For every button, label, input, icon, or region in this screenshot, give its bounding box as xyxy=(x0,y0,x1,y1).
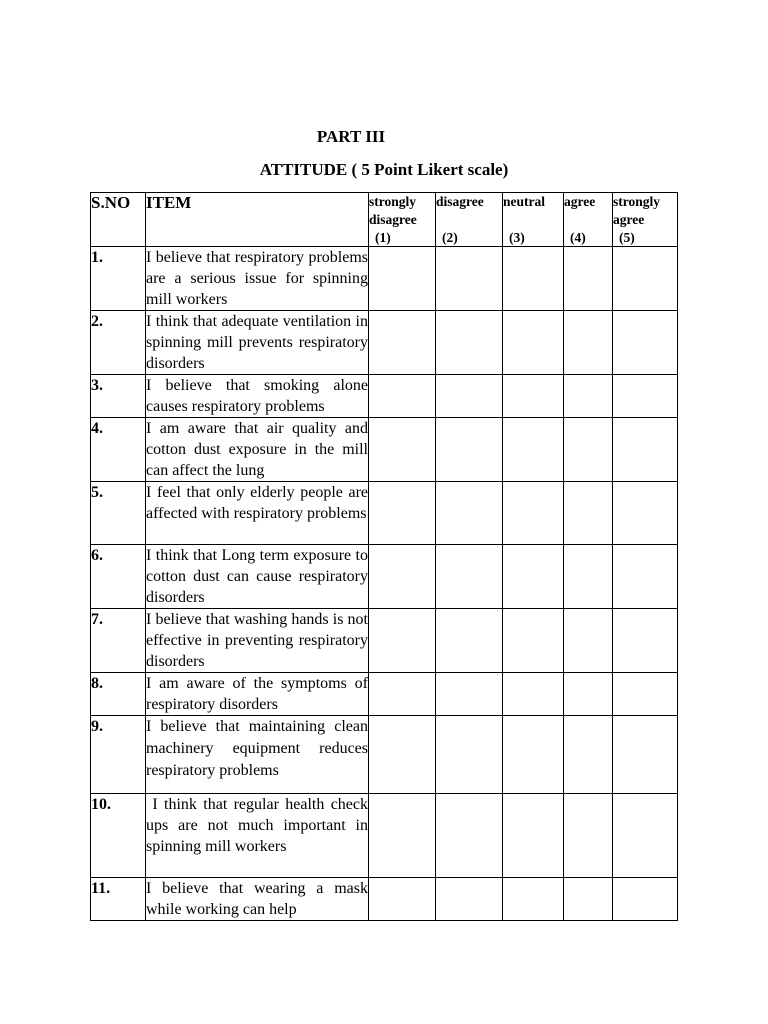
response-cell-3[interactable] xyxy=(503,247,564,311)
item-text: I am aware of the symptoms of respiratory disorders xyxy=(146,673,369,716)
response-cell-1[interactable] xyxy=(369,609,436,673)
response-cell-4[interactable] xyxy=(564,609,613,673)
response-cell-4[interactable] xyxy=(564,878,613,921)
response-cell-2[interactable] xyxy=(436,716,503,794)
table-row xyxy=(91,311,678,375)
response-cell-4[interactable] xyxy=(564,482,613,545)
response-cell-1[interactable] xyxy=(369,247,436,311)
row-number: 10. xyxy=(91,794,146,878)
response-cell-5[interactable] xyxy=(613,482,678,545)
table-row xyxy=(91,794,678,878)
response-cell-3[interactable] xyxy=(503,311,564,375)
item-text: I believe that respiratory problems are a serious issue for spinning mill workers xyxy=(146,247,369,311)
table-row xyxy=(91,878,678,921)
response-cell-5[interactable] xyxy=(613,311,678,375)
response-cell-5[interactable] xyxy=(613,878,678,921)
scale-label: agree xyxy=(564,194,596,209)
response-cell-1[interactable] xyxy=(369,545,436,609)
item-text: I believe that smoking alone causes respiratory problems xyxy=(146,375,369,418)
header-agree xyxy=(564,193,613,247)
response-cell-2[interactable] xyxy=(436,375,503,418)
response-cell-5[interactable] xyxy=(613,545,678,609)
response-cell-4[interactable] xyxy=(564,716,613,794)
response-cell-4[interactable] xyxy=(564,375,613,418)
row-number: 7. xyxy=(91,609,146,673)
response-cell-5[interactable] xyxy=(613,794,678,878)
header-strongly-disagree xyxy=(369,193,436,247)
response-cell-2[interactable] xyxy=(436,247,503,311)
table-row xyxy=(91,609,678,673)
table-row xyxy=(91,545,678,609)
item-text: I am aware that air quality and cotton dust exposure in the mill can affect the lung xyxy=(146,418,369,482)
row-number: 6. xyxy=(91,545,146,609)
table-row xyxy=(91,375,678,418)
response-cell-2[interactable] xyxy=(436,673,503,716)
scale-number: (4) xyxy=(570,230,586,245)
response-cell-1[interactable] xyxy=(369,418,436,482)
header-item: ITEM xyxy=(146,193,369,247)
response-cell-1[interactable] xyxy=(369,673,436,716)
scale-number: (1) xyxy=(375,230,391,245)
header-disagree xyxy=(436,193,503,247)
row-number: 3. xyxy=(91,375,146,418)
response-cell-4[interactable] xyxy=(564,794,613,878)
response-cell-5[interactable] xyxy=(613,418,678,482)
response-cell-1[interactable] xyxy=(369,794,436,878)
scale-number: (3) xyxy=(509,230,525,245)
response-cell-2[interactable] xyxy=(436,878,503,921)
section-title: ATTITUDE ( 5 Point Likert scale) xyxy=(259,160,509,179)
response-cell-4[interactable] xyxy=(564,673,613,716)
response-cell-4[interactable] xyxy=(564,247,613,311)
response-cell-4[interactable] xyxy=(564,418,613,482)
response-cell-5[interactable] xyxy=(613,375,678,418)
response-cell-2[interactable] xyxy=(436,311,503,375)
response-cell-4[interactable] xyxy=(564,545,613,609)
scale-number: (5) xyxy=(619,230,635,245)
item-text: I feel that only elderly people are affected with respiratory problems xyxy=(146,482,369,545)
response-cell-1[interactable] xyxy=(369,482,436,545)
table-row xyxy=(91,716,678,794)
response-cell-2[interactable] xyxy=(436,609,503,673)
item-text: I think that Long term exposure to cotton dust can cause respiratory disorders xyxy=(146,545,369,609)
row-number: 1. xyxy=(91,247,146,311)
item-text: I think that adequate ventilation in spinning mill prevents respiratory disorders xyxy=(146,311,369,375)
response-cell-2[interactable] xyxy=(436,545,503,609)
response-cell-3[interactable] xyxy=(503,878,564,921)
response-cell-3[interactable] xyxy=(503,375,564,418)
response-cell-3[interactable] xyxy=(503,545,564,609)
row-number: 4. xyxy=(91,418,146,482)
response-cell-3[interactable] xyxy=(503,794,564,878)
row-number: 11. xyxy=(91,878,146,921)
row-number: 2. xyxy=(91,311,146,375)
row-number: 8. xyxy=(91,673,146,716)
response-cell-1[interactable] xyxy=(369,311,436,375)
part-title: PART III xyxy=(316,127,386,146)
scale-label: strongly disagree xyxy=(369,194,417,227)
response-cell-5[interactable] xyxy=(613,609,678,673)
table-row xyxy=(91,673,678,716)
row-number: 5. xyxy=(91,482,146,545)
header-sno: S.NO xyxy=(91,193,146,247)
table-row xyxy=(91,247,678,311)
header-row xyxy=(91,193,678,247)
item-text: I think that regular health check ups are not much important in spinning mill workers xyxy=(146,794,369,878)
response-cell-1[interactable] xyxy=(369,878,436,921)
response-cell-3[interactable] xyxy=(503,482,564,545)
table-row xyxy=(91,482,678,545)
response-cell-5[interactable] xyxy=(613,716,678,794)
response-cell-3[interactable] xyxy=(503,418,564,482)
item-text: I believe that maintaining clean machinery equipment reduces respiratory problems xyxy=(146,716,369,794)
scale-label: neutral xyxy=(503,194,545,209)
scale-number: (2) xyxy=(442,230,458,245)
item-text: I believe that washing hands is not effective in preventing respiratory disorders xyxy=(146,609,369,673)
table-row xyxy=(91,418,678,482)
header-strongly-agree xyxy=(613,193,678,247)
header-neutral xyxy=(503,193,564,247)
response-cell-2[interactable] xyxy=(436,418,503,482)
scale-label: disagree xyxy=(436,194,484,209)
scale-label: strongly agree xyxy=(613,194,661,227)
response-cell-4[interactable] xyxy=(564,311,613,375)
response-cell-2[interactable] xyxy=(436,794,503,878)
response-cell-3[interactable] xyxy=(503,673,564,716)
item-text: I believe that wearing a mask while working can help xyxy=(146,878,369,921)
response-cell-3[interactable] xyxy=(503,716,564,794)
response-cell-5[interactable] xyxy=(613,673,678,716)
response-cell-3[interactable] xyxy=(503,609,564,673)
row-number: 9. xyxy=(91,716,146,794)
response-cell-1[interactable] xyxy=(369,716,436,794)
response-cell-5[interactable] xyxy=(613,247,678,311)
response-cell-2[interactable] xyxy=(436,482,503,545)
response-cell-1[interactable] xyxy=(369,375,436,418)
likert-table xyxy=(90,192,678,921)
